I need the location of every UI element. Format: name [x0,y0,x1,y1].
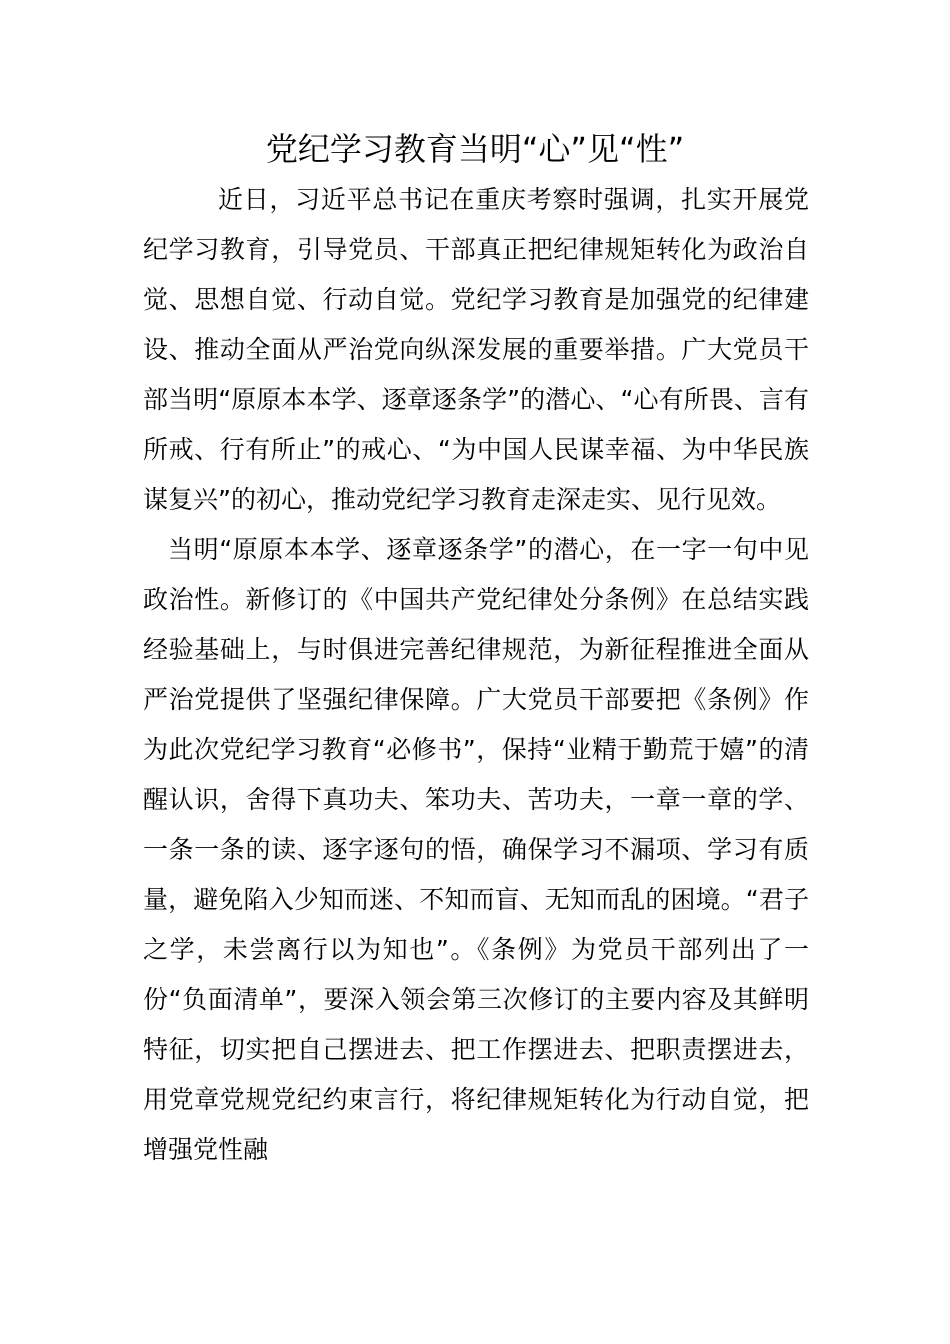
document-title: 党纪学习教育当明“心”见“性” [265,130,685,168]
paragraph: 近日，习近平总书记在重庆考察时强调，扎实开展党纪学习教育，引导党员、干部真正把纪律规矩转化为政治自觉、思想自觉、行动自觉。党纪学习教育是加强党的纪律建设、推动全面从严治党向纵深发展的重要举措。广大党员干部当明“原原本本学、逐章逐条学”的潜心、“心有所畏、言有所戒、行有所止”的戒心、“为中国人民谋幸福、为中华民族谋复兴”的初心，推动党纪学习教育走深走实、见行见效。 [143,185,809,514]
document-body [143,175,809,1175]
paragraph: 当明“原原本本学、逐章逐条学”的潜心，在一字一句中见政治性。新修订的《中国共产党纪律处分条例》在总结实践经验基础上，与时俱进完善纪律规范，为新征程推进全面从严治党提供了坚强纪律保障。广大党员干部要把《条例》作为此次党纪学习教育“必修书”，保持“业精于勤荒于嬉”的清醒认识，舍得下真功夫、笨功夫、苦功夫，一章一章的学、一条一条的读、逐字逐句的悟，确保学习不漏项、学习有质量，避免陷入少知而迷、不知而盲、无知而乱的困境。“君子之学，未尝离行以为知也”。《条例》为党员干部列出了一份“负面清单”，要深入领会第三次修订的主要内容及其鲜明特征，切实把自己摆进去、把工作摆进去、把职责摆进去，用党章党规党纪约束言行，将纪律规矩转化为行动自觉，把增强党性融 [143,535,809,1164]
